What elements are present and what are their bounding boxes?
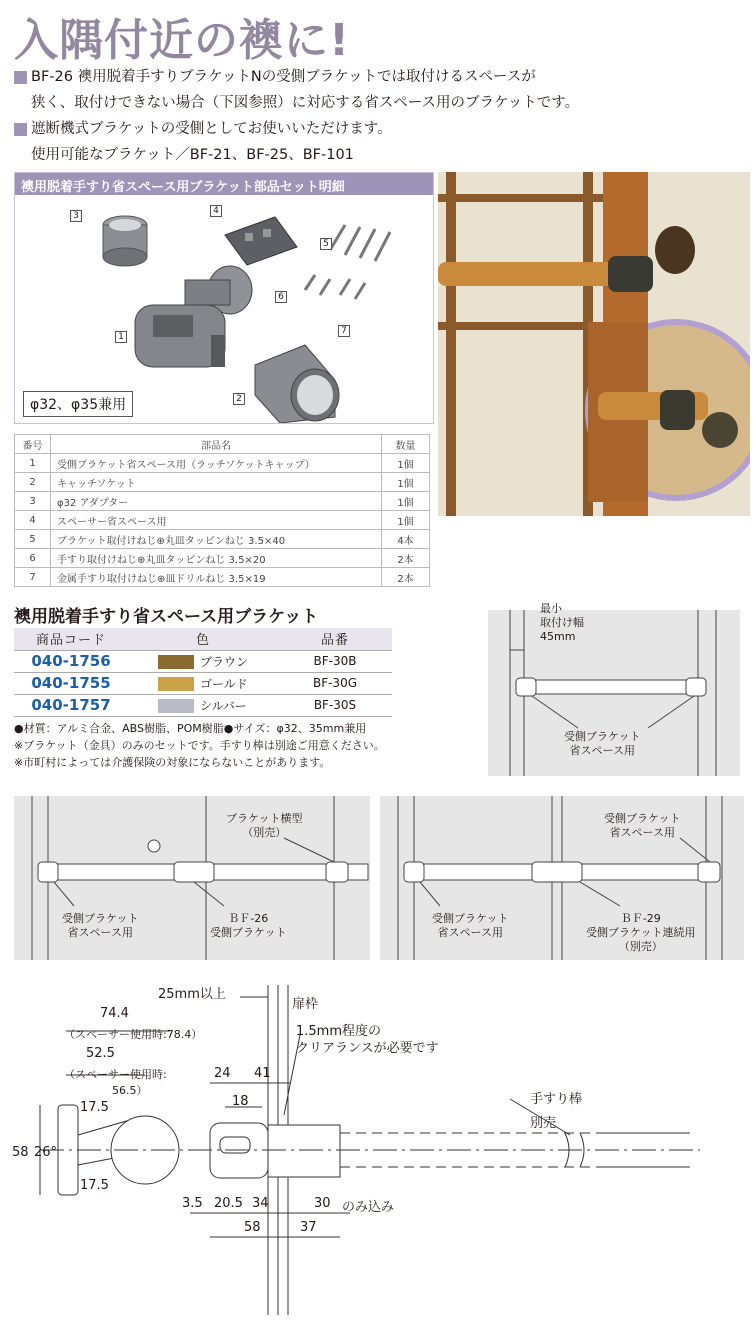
- table-row: 1 受側ブラケット省スペース用（ラッチソケットキャップ） 1個: [15, 454, 430, 473]
- parts-set-panel: [14, 172, 434, 424]
- dim-78-4-note: （スペーサー使用時:78.4）: [64, 1028, 203, 1041]
- table-row: 4 スペーサー省スペース用 1個: [15, 511, 430, 530]
- bullet-square-icon: [14, 123, 27, 136]
- dim-58-horizontal: 58: [244, 1220, 261, 1235]
- part-number-5: 5: [320, 238, 332, 250]
- receiver-bracket-top-label: 受側ブラケット 省スペース用: [604, 812, 681, 839]
- table-row: 5 ブラケット取付けねじ⊕丸皿タッピンねじ 3.5×40 4本: [15, 530, 430, 549]
- intro-line-2: 狭く、取付けできない場合（下図参照）に対応する省スペース用のブラケットです。: [31, 95, 580, 111]
- col-header-code: 商品コード: [14, 628, 128, 650]
- label-door-frame: 扉枠: [292, 997, 319, 1012]
- part-number-6: 6: [275, 291, 287, 303]
- product-title: 襖用脱着手すり省スペース用ブラケット: [14, 607, 319, 627]
- table-row: 7 金属手すり取付けねじ⊕皿ドリルねじ 3.5×19 2本: [15, 568, 430, 587]
- parts-table: [14, 434, 430, 587]
- dim-18: 18: [232, 1094, 249, 1109]
- col-header-color: 色: [128, 628, 278, 650]
- table-row: 6 手すり取付けねじ⊕丸皿タッピンねじ 3.5×20 2本: [15, 549, 430, 568]
- dim-37: 37: [300, 1220, 317, 1235]
- dim-52-5: 52.5: [86, 1046, 115, 1061]
- bf29-label: ＢＦ-29 受側ブラケット連続用 （別売）: [586, 912, 696, 953]
- table-row: 040-1755 ゴールド BF-30G: [14, 672, 392, 694]
- receiver-bracket-label: 受側ブラケット 省スペース用: [62, 912, 139, 939]
- dim-26-degree: 26°: [34, 1145, 58, 1160]
- clearance-note-1: 1.5mm程度の: [296, 1024, 382, 1039]
- part-number-1: 1: [115, 331, 127, 343]
- intro-line-4: 使用可能なブラケット／BF-21、BF-25、BF-101: [31, 147, 354, 163]
- bullet-square-icon: [14, 71, 27, 84]
- min-width-label: 最小 取付け幅 45mm: [540, 602, 584, 643]
- table-row: 040-1757 シルバー BF-30S: [14, 694, 392, 716]
- col-header-part-no: 品番: [278, 628, 392, 650]
- label-sold-separately: 別売: [530, 1116, 557, 1131]
- horizontal-bracket-label: ブラケット横型 （別売）: [226, 812, 303, 839]
- color-swatch: [158, 677, 194, 691]
- notes: ●材質：アルミ合金、ABS樹脂、POM樹脂●サイズ：φ32、35mm兼用 ※ブラケット（金具）のみのセットです。手すり棒は別途ご用意ください。 ※市町村によっては介護保険の対象にならないことがあります。: [14, 722, 385, 769]
- dim-17-5-top: 17.5: [80, 1100, 109, 1115]
- label-handrail-bar: 手すり棒: [530, 1092, 583, 1107]
- dim-25mm: 25mm以上: [158, 987, 226, 1002]
- color-swatch: [158, 655, 194, 669]
- part-number-4: 4: [210, 205, 222, 217]
- dim-56-5-note-1: （スペーサー使用時:: [64, 1068, 167, 1081]
- part-number-7: 7: [338, 325, 350, 337]
- dim-41: 41: [254, 1066, 271, 1081]
- col-header-qty: 数量: [382, 435, 430, 454]
- part-number-2: 2: [233, 393, 245, 405]
- col-header-number: 番号: [15, 435, 51, 454]
- dim-58-vertical: 58: [12, 1145, 29, 1160]
- dim-20-5: 20.5: [214, 1196, 243, 1211]
- clearance-note-2: クリアランスが必要です: [296, 1041, 439, 1056]
- installation-photo: [438, 172, 750, 516]
- dim-17-5-bottom: 17.5: [80, 1178, 109, 1193]
- receiver-bracket-label: 受側ブラケット 省スペース用: [564, 730, 641, 757]
- color-swatch: [158, 699, 194, 713]
- label-insertion: のみ込み: [342, 1200, 395, 1215]
- bf26-label: ＢＦ-26 受側ブラケット: [210, 912, 287, 939]
- dim-56-5-note-2: 56.5）: [112, 1084, 148, 1097]
- parts-illustration: [15, 195, 433, 423]
- dim-30: 30: [314, 1196, 331, 1211]
- table-row: 040-1756 ブラウン BF-30B: [14, 650, 392, 672]
- dim-74-4: 74.4: [100, 1006, 129, 1021]
- table-row: 3 φ32 アダプター 1個: [15, 492, 430, 511]
- col-header-part-name: 部品名: [51, 435, 382, 454]
- intro-line-3: 遮断機式ブラケットの受側としてお使いいただけます。: [14, 116, 392, 142]
- part-number-3: 3: [70, 210, 82, 222]
- parts-set-title: 襖用脱着手すり省スペース用ブラケット部品セット明細: [15, 173, 433, 195]
- page-headline: 入隅付近の襖に!: [14, 15, 351, 66]
- table-row: 2 キャッチソケット 1個: [15, 473, 430, 492]
- dim-3-5: 3.5: [182, 1196, 203, 1211]
- dim-34: 34: [252, 1196, 269, 1211]
- diameter-label: φ32、φ35兼用: [23, 391, 133, 417]
- dim-24: 24: [214, 1066, 231, 1081]
- intro-line-1: BF-26 襖用脱着手すりブラケットNの受側ブラケットでは取付けるスペースが: [14, 64, 536, 90]
- product-table: [14, 628, 392, 717]
- receiver-bracket-label: 受側ブラケット 省スペース用: [432, 912, 509, 939]
